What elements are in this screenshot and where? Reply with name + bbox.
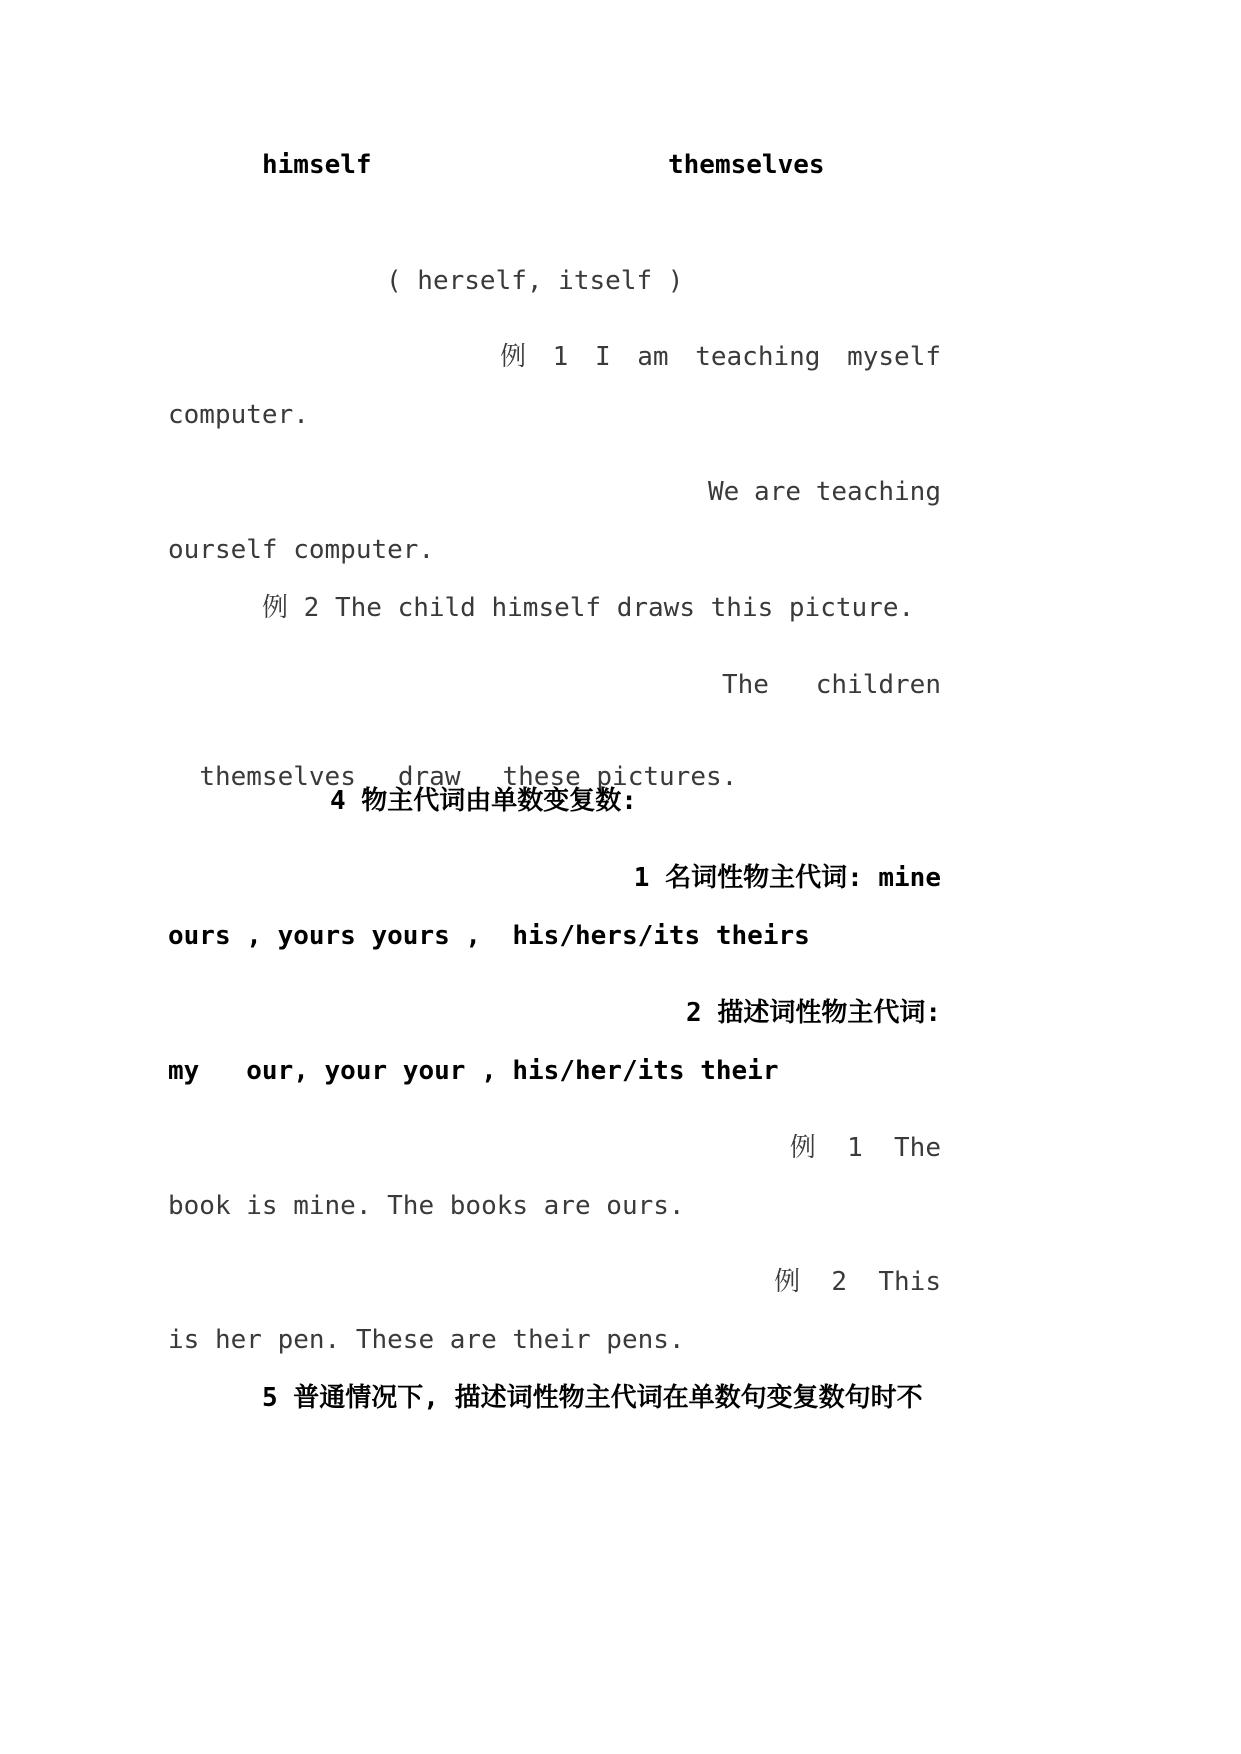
section-heading-5: 5 普通情况下, 描述词性物主代词在单数句变复数句时不: [262, 1383, 923, 1413]
example-1-line: [500, 340, 941, 374]
word: I: [594, 342, 611, 372]
example-2-line: 例 2 The child himself draws this picture.: [262, 593, 915, 623]
subsection-1: 1 名词性物主代词: mine: [633, 863, 941, 893]
example-1b-line: [708, 475, 941, 509]
example-2b-line: [722, 668, 941, 702]
word: We: [708, 477, 740, 507]
word: these pictures.: [502, 762, 738, 792]
word: draw: [397, 762, 461, 792]
pronoun-themselves: themselves: [668, 150, 825, 180]
subsection-1-continuation: ours , yours yours , his/hers/its theirs: [168, 921, 810, 951]
example-1b-continuation: ourself computer.: [168, 535, 435, 565]
subsection-2-continuation: my our, your your , his/her/its their: [168, 1056, 779, 1086]
example-label: 例: [500, 342, 527, 372]
example-number: 1: [552, 342, 569, 372]
subsection-2: 2 描述词性物主代词:: [686, 998, 941, 1028]
section-heading-4: 4 物主代词由单数变复数:: [330, 786, 637, 816]
word: are: [754, 477, 802, 507]
example-4-line: 例 2 This: [774, 1267, 941, 1297]
example-1-continuation: computer.: [168, 400, 309, 430]
word: teaching: [815, 477, 941, 507]
word: myself: [847, 342, 941, 372]
word: themselves: [199, 762, 356, 792]
example-3-line: 例 1 The: [789, 1133, 941, 1163]
pronoun-note: ( herself, itself ): [386, 266, 684, 296]
word: am: [637, 342, 669, 372]
word: The: [722, 670, 769, 700]
word: teaching: [695, 342, 821, 372]
word: children: [815, 670, 941, 700]
pronoun-himself: himself: [262, 150, 372, 180]
example-3-continuation: book is mine. The books are ours.: [168, 1191, 685, 1221]
example-4-continuation: is her pen. These are their pens.: [168, 1325, 685, 1355]
